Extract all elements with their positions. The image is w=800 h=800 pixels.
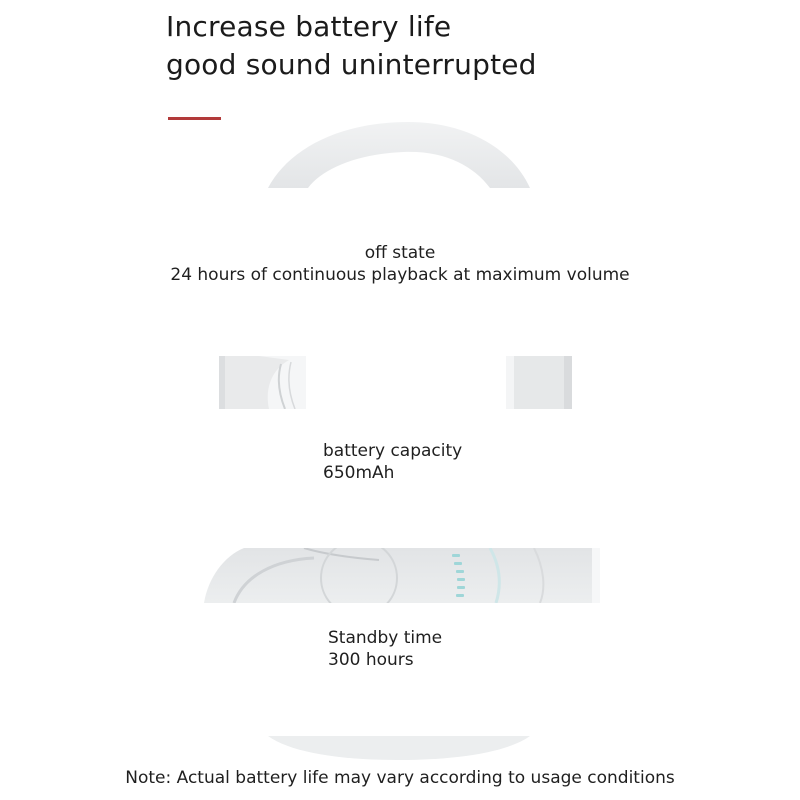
usage-note: Note: Actual battery life may vary according to usage conditions: [125, 768, 675, 788]
earcup-side-image: [204, 548, 600, 603]
off-state-value: 24 hours of continuous playback at maximum volume: [170, 265, 630, 285]
off-state-section: [0, 242, 800, 286]
headband-image: [268, 120, 530, 188]
headline: [166, 8, 537, 84]
standby-time-label: Standby time: [328, 628, 443, 648]
accent-divider: [168, 117, 221, 120]
battery-capacity-label: battery capacity: [323, 441, 463, 461]
standby-time-value: 300 hours: [328, 650, 414, 670]
earcup-right-image: [506, 356, 572, 409]
earcup-left-image: [219, 356, 306, 409]
battery-capacity-section: [323, 440, 462, 484]
off-state-label: off state: [364, 243, 436, 263]
headline-line-2: good sound uninterrupted: [166, 48, 537, 81]
earcup-bottom-image: [268, 736, 530, 760]
battery-capacity-value: 650mAh: [323, 463, 395, 483]
headline-line-1: Increase battery life: [166, 10, 452, 43]
standby-time-section: [328, 627, 442, 671]
